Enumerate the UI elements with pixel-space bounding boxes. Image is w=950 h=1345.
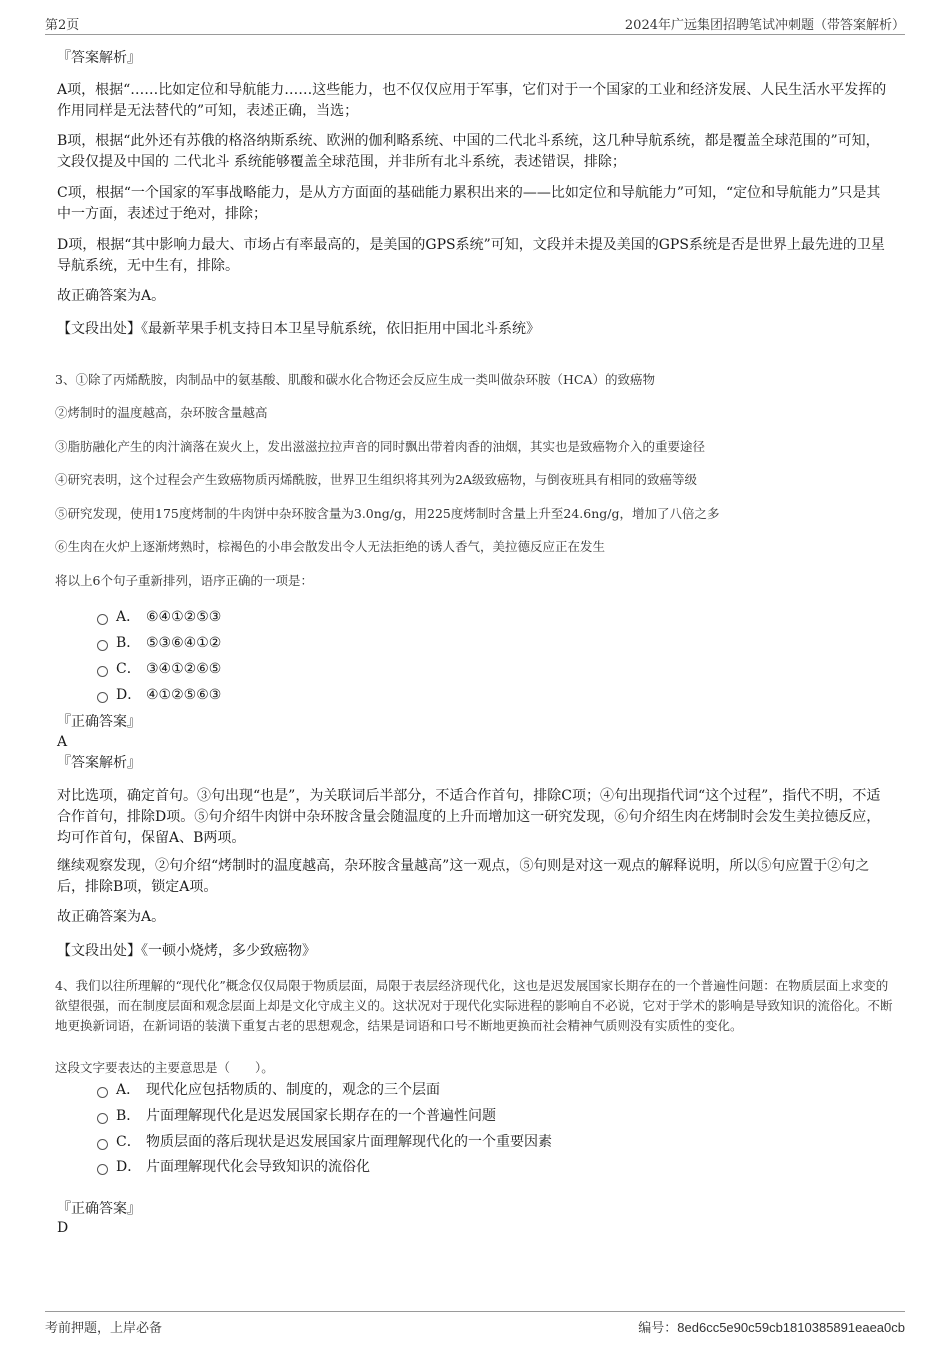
option-letter: D．: [116, 687, 142, 703]
option-letter: A．: [116, 1082, 141, 1098]
q2-analysis-title: 『答案解析』: [57, 50, 141, 66]
radio-icon[interactable]: [97, 666, 108, 677]
q2-analysis-b: B项，根据“此外还有苏俄的格洛纳斯系统、欧洲的伽利略系统、中国的二代北斗系统，这几种导航系统，都是覆盖全球范围的”可知，文段仅提及中国的 二代北斗 系统能够覆盖全球范围，并非所有北斗系统，表述错误，排除；: [57, 133, 880, 170]
option-text: ⑥④①②⑤③: [146, 609, 222, 625]
q3-sentence-2: ②烤制时的温度越高，杂环胺含量越高: [55, 405, 268, 420]
q3-option-b[interactable]: [97, 633, 221, 653]
q3-analysis-title: 『答案解析』: [57, 755, 141, 771]
q4-option-c[interactable]: [97, 1132, 552, 1152]
radio-icon[interactable]: [97, 1164, 108, 1175]
option-text: ④①②⑤⑥③: [146, 687, 222, 703]
radio-icon[interactable]: [97, 1139, 108, 1150]
code-label: 编号：: [638, 1321, 678, 1336]
q3-sentence-3: ③脂肪融化产生的肉汁滴落在炭火上，发出滋滋拉拉声音的同时飘出带着肉香的油烟，其实也是致癌物介入的重要途径: [55, 439, 706, 454]
q3-option-c[interactable]: [97, 659, 221, 679]
option-text: 物质层面的落后现状是迟发展国家片面理解现代化的一个重要因素: [146, 1134, 552, 1150]
q3-answer-title: 『正确答案』: [57, 714, 141, 730]
q4-answer: D: [57, 1220, 69, 1236]
q3-option-d[interactable]: [97, 685, 221, 705]
option-text: 片面理解现代化是迟发展国家长期存在的一个普遍性问题: [146, 1108, 496, 1124]
q3-sentence-6: ⑥生肉在火炉上逐渐烤熟时，棕褐色的小串会散发出令人无法拒绝的诱人香气，美拉德反应正在发生: [55, 539, 606, 554]
q4-stem: 4、我们以往所理解的“现代化”概念仅仅局限于物质层面，局限于表层经济现代化，这也是迟发展国家长期存在的一个普遍性问题：在物质层面上求变的欲望很强，而在制度层面和观念层面上却是文化守成主义的。这状况对于现代化实际进程的影响自不必说，它对于学术的影响是导致知识的流俗化。不断地更换新词语，在新词语的装潢下重复古老的思想观念，结果是词语和口号不断地更换而社会精神气质则没有实质性的变化。: [55, 978, 893, 1033]
option-text: 片面理解现代化会导致知识的流俗化: [146, 1159, 370, 1175]
q4-option-b[interactable]: [97, 1106, 496, 1126]
q2-conclusion: 故正确答案为A。: [57, 288, 166, 304]
option-letter: B．: [116, 1108, 141, 1124]
page-footer: [45, 1311, 905, 1334]
footer-slogan: 考前押题，上岸必备: [45, 1321, 163, 1336]
q3-analysis-p1: 对比选项，确定首句。③句出现“也是”，为关联词后半部分，不适合作首句，排除C项；④句出现指代词“这个过程”，指代不明，不适合作首句，排除D项。⑤句介绍牛肉饼中杂环胺含量会随温度的上升而增加这一研究发现，⑥句介绍生肉在烤制时会发生美拉德反应，均可作首句，保留A、B两项。: [57, 788, 881, 846]
q3-analysis-p2: 继续观察发现，②句介绍“烤制时的温度越高，杂环胺含量越高”这一观点，⑤句则是对这一观点的解释说明，所以⑤句应置于②句之后，排除B项，锁定A项。: [57, 858, 870, 895]
q4-answer-title: 『正确答案』: [57, 1201, 141, 1217]
q3-answer: A: [57, 734, 68, 750]
q3-prompt: 将以上6个句子重新排列，语序正确的一项是：: [55, 573, 313, 588]
code-value: 8ed6cc5e90c59cb1810385891eaea0cb: [677, 1320, 905, 1335]
document-title: 2024年广远集团招聘笔试冲刺题（带答案解析）: [624, 18, 905, 33]
q2-analysis-d: D项，根据“其中影响力最大、市场占有率最高的，是美国的GPS系统”可知，文段并未提及美国的GPS系统是否是世界上最先进的卫星导航系统，无中生有，排除。: [57, 237, 885, 274]
q4-prompt: 这段文字要表达的主要意思是（ ）。: [55, 1060, 274, 1075]
q3-source: 【文段出处】《一顿小烧烤，多少致癌物》: [57, 943, 316, 959]
q2-analysis-c: C项，根据“一个国家的军事战略能力，是从方方面面的基础能力累积出来的——比如定位和导航能力”可知，“定位和导航能力”只是其中一方面，表述过于绝对，排除；: [57, 185, 881, 222]
document-code: [638, 1317, 905, 1336]
option-text: ③④①②⑥⑤: [146, 661, 222, 677]
page-number: 第2页: [45, 18, 80, 33]
option-letter: C．: [116, 1134, 141, 1150]
q3-sentence-4: ④研究表明，这个过程会产生致癌物质丙烯酰胺，世界卫生组织将其列为2A级致癌物，与倒夜班具有相同的致癌等级: [55, 472, 697, 487]
q2-analysis-a: A项，根据“……比如定位和导航能力……这些能力，也不仅仅应用于军事，它们对于一个国家的工业和经济发展、人民生活水平发挥的作用同样是无法替代的”可知，表述正确，当选；: [57, 82, 887, 119]
q4-option-d[interactable]: [97, 1157, 370, 1177]
radio-icon[interactable]: [97, 692, 108, 703]
option-letter: A．: [116, 609, 141, 625]
option-letter: C．: [116, 661, 141, 677]
option-letter: B．: [116, 635, 141, 651]
radio-icon[interactable]: [97, 1113, 108, 1124]
radio-icon[interactable]: [97, 1087, 108, 1098]
q3-sentence-5: ⑤研究发现，使用175度烤制的牛肉饼中杂环胺含量为3.0ng/g，用225度烤制时含量上升至24.6ng/g，增加了八倍之多: [55, 506, 720, 521]
q2-source: 【文段出处】《最新苹果手机支持日本卫星导航系统，依旧拒用中国北斗系统》: [57, 321, 540, 337]
q4-option-a[interactable]: [97, 1080, 440, 1100]
q3-sentence-1: 3、①除了丙烯酰胺，肉制品中的氨基酸、肌酸和碳水化合物还会反应生成一类叫做杂环胺（HCA）的致癌物: [55, 372, 655, 387]
option-letter: D．: [116, 1159, 142, 1175]
page-header: [45, 14, 905, 35]
q3-option-a[interactable]: [97, 607, 221, 627]
option-text: ⑤③⑥④①②: [146, 635, 222, 651]
radio-icon[interactable]: [97, 640, 108, 651]
q3-conclusion: 故正确答案为A。: [57, 909, 166, 925]
option-text: 现代化应包括物质的、制度的，观念的三个层面: [146, 1082, 440, 1098]
radio-icon[interactable]: [97, 614, 108, 625]
